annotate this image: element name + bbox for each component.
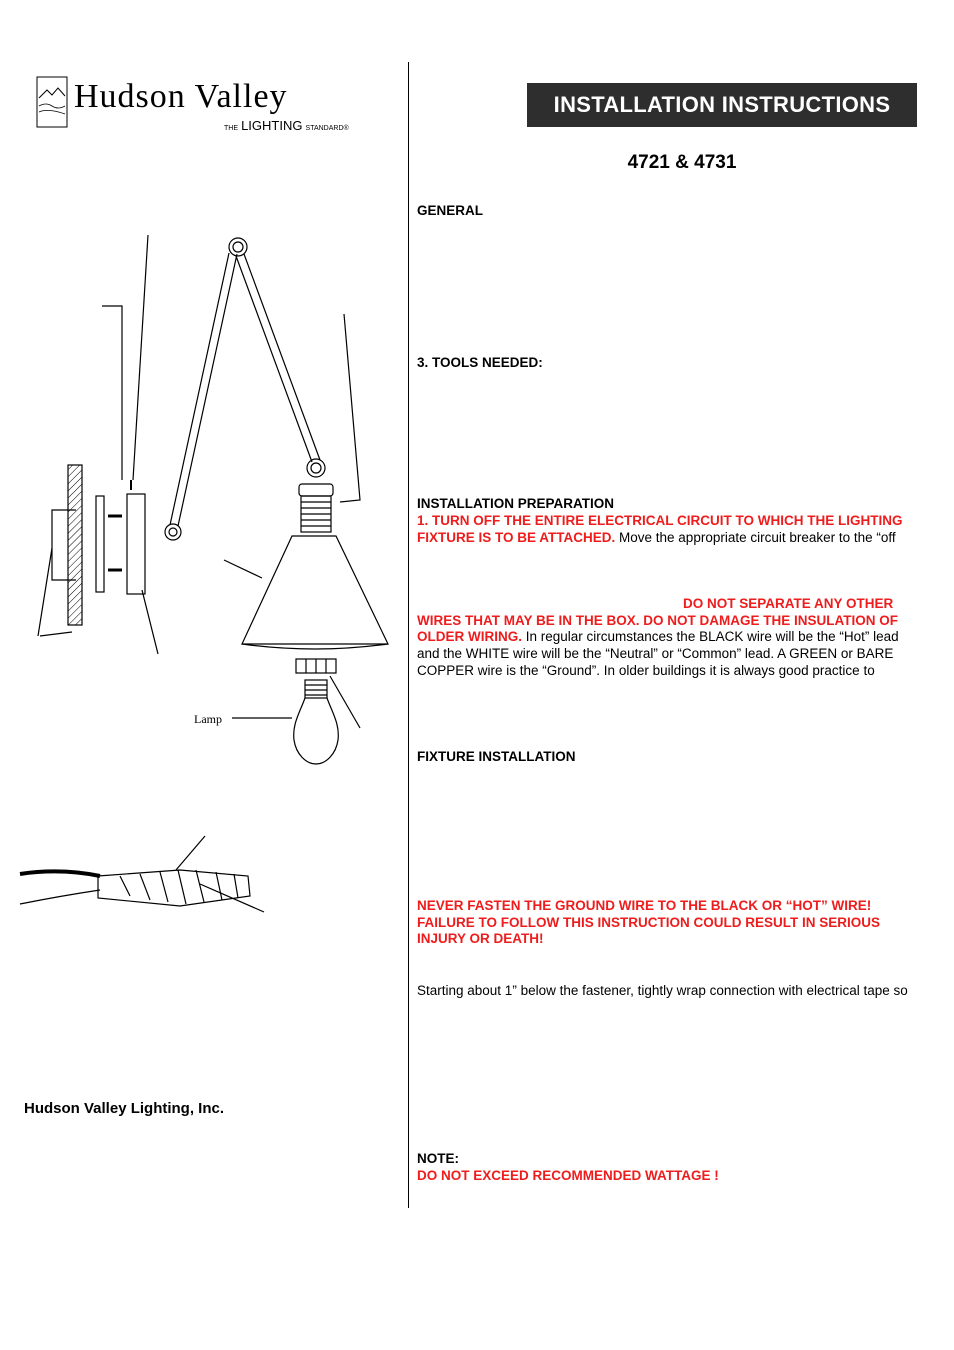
wall-section	[68, 465, 82, 625]
heading-general: GENERAL	[417, 203, 484, 218]
column-divider	[408, 62, 409, 1208]
heading-tools: 3. TOOLS NEEDED:	[417, 355, 543, 370]
prep-text-2: DO NOT SEPARATE ANY OTHER WIRES THAT MAY BE IN THE BOX. DO NOT DAMAGE THE INSULATION OF OLDER WIRING. In regular circumstances the BLACK wire will be the “Hot” lead and the WHITE wire will be the “Neutral” or “Common” lead. A GREEN or BARE COPPER wire is the “Ground”. In older buildings it is always good practice to	[417, 596, 899, 678]
tape-instruction: Starting about 1” below the fastener, tightly wrap connection with electrical tape so	[417, 983, 908, 998]
lamp-label: Lamp	[194, 712, 222, 726]
page-title: INSTALLATION INSTRUCTIONS	[527, 83, 917, 127]
wattage-warning: DO NOT EXCEED RECOMMENDED WATTAGE !	[417, 1168, 719, 1183]
brand-name: Hudson Valley	[74, 78, 288, 115]
ground-warning: NEVER FASTEN THE GROUND WIRE TO THE BLACK OR “HOT” WIRE! FAILURE TO FOLLOW THIS INSTRUCTION COULD RESULT IN SERIOUS INJURY OR DEATH!	[417, 898, 880, 947]
heading-note: NOTE:	[417, 1151, 459, 1166]
brand-tagline: THE LIGHTING STANDARD®	[224, 118, 349, 133]
model-number: 4721 & 4731	[627, 152, 737, 173]
heading-fixture: FIXTURE INSTALLATION	[417, 749, 576, 764]
heading-prep: INSTALLATION PREPARATION	[417, 496, 614, 511]
wire-connection-diagram	[20, 836, 264, 912]
company-name: Hudson Valley Lighting, Inc.	[24, 1100, 225, 1117]
fixture-diagram	[0, 220, 408, 940]
logo-mountain-icon	[36, 76, 68, 128]
prep-text: 1. TURN OFF THE ENTIRE ELECTRICAL CIRCUIT TO WHICH THE LIGHTING FIXTURE IS TO BE ATTACHED. Move the appropriate circuit breaker to the “off	[417, 513, 903, 545]
